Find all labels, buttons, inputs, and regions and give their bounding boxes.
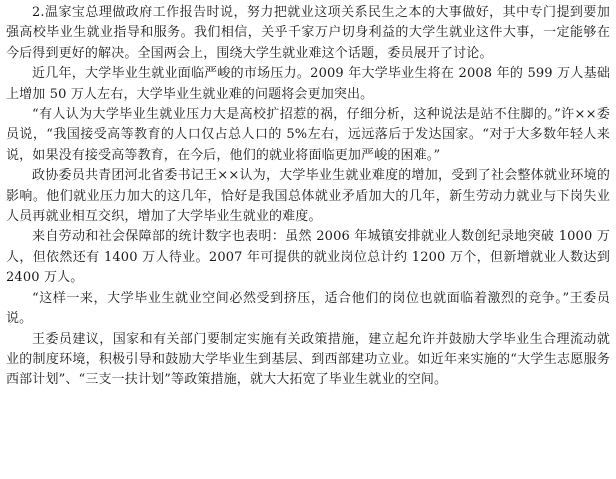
paragraph-5: 来自劳动和社会保障部的统计数字也表明：虽然 2006 年城镇安排就业人数创纪录地突破 1000 万人，但依然还有 1400 万人待业。2007 年可提供的就业岗位总计约 1200 万个，但新增就业人数达到 2400 万人。 [6, 229, 610, 286]
paragraph-1: 2.温家宝总理做政府工作报告时说，努力把就业这项关系民生之本的大事做好，其中专门提到要加强高校毕业生就业指导和服务。我们相信，关乎千家万户切身利益的大学生就业这件大事，一定能够在今后得到更好的解决。全国两会上，围绕大学生就业难这个话题，委员展开了讨论。 [6, 5, 610, 61]
paragraph-2: 近几年，大学毕业生就业面临严峻的市场压力。2009 年大学毕业生将在 2008 年的 599 万人基础上增加 50 万人左右，大学毕业生就业难的问题将会更加突出。 [6, 66, 610, 102]
document-body [6, 3, 610, 391]
paragraph-7: 王委员建议，国家和有关部门要制定实施有关政策措施，建立起允许并鼓励大学毕业生合理流动就业的制度环境，积极引导和鼓励大学毕业生到基层、到西部建功立业。如近年来实施的“大学生志愿服务西部计划”、“三支一扶计划”等政策措施，就大大拓宽了毕业生就业的空间。 [6, 331, 610, 388]
paragraph-6: “这样一来，大学毕业生就业空间必然受到挤压，适合他们的岗位也就面临着激烈的竞争。”王委员说。 [6, 290, 610, 327]
paragraph-3: “有人认为大学毕业生就业压力大是高校扩招惹的祸，仔细分析，这种说法是站不住脚的。”许××委员说，“我国接受高等教育的人口仅占总人口的 5%左右，远远落后于发达国家。“对于大多数年轻人来说，如果没有接受高等教育，在今后，他们的就业将面临更加严峻的困难。” [6, 107, 610, 163]
paragraph-4: 政协委员共青团河北省委书记王××认为，大学毕业生就业难度的增加，受到了社会整体就业环境的影响。他们就业压力加大的这几年，恰好是我国总体就业矛盾加大的几年，新生劳动力就业与下岗失业人员再就业相互交织，增加了大学毕业生就业的难度。 [6, 168, 610, 225]
